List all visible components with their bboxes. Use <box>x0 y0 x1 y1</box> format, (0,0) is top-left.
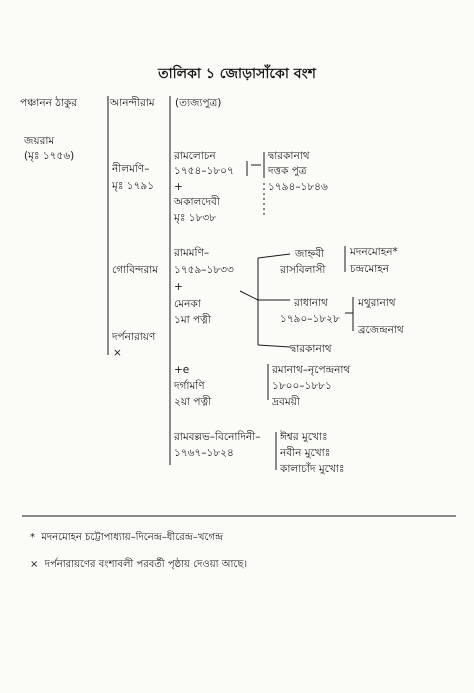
footnote-1-text: মদনমোহন চট্টোপাধ্যায়–দিনেন্দ্র–ধীরেন্দ্র–খগেন্দ্র <box>41 532 224 543</box>
ramlochan-dates: ১৭৫৪–১৮০৭ <box>174 165 234 177</box>
header-anandiram: আনন্দীরাম <box>110 97 155 109</box>
rammani-dates: ১৭৫৯–১৮৩৩ <box>174 264 234 276</box>
darpanarayan-name: দর্পনারায়ণ <box>112 331 156 343</box>
nilmani-name: নীলমণি– <box>112 163 150 175</box>
rammani-wife: মেনকা <box>174 298 201 310</box>
footnote-2-mark: × <box>30 559 39 570</box>
footnote-2-text: দর্পনারায়ণের বংশাবলী পরবর্তী পৃষ্ঠায় দেওয়া আছে। <box>44 559 248 570</box>
dwarkanath-note: দত্তক পুত্র <box>268 165 307 177</box>
second-wife-plus: +e <box>174 364 190 376</box>
ramanath-dates: ১৮০০–১৮৮১ <box>272 380 332 392</box>
rasbilasi-name: রাসবিলাসী <box>280 264 326 276</box>
radhanath-dates: ১৭৯০–১৮২৮ <box>280 313 340 325</box>
jahnavi-name: জাহ্নবী <box>295 248 325 260</box>
kalachand-name: কালাচাঁদ মুখোঃ <box>280 463 345 475</box>
header-panchanan: পঞ্চানন ঠাকুর <box>20 97 77 109</box>
rammani-plus: + <box>174 281 183 293</box>
chandramohan-name: চন্দ্রমোহন <box>350 263 390 275</box>
ramlochan-wife: অকালদেবী <box>174 196 220 208</box>
mathuranath-name: মথুরানাথ <box>358 297 396 309</box>
ramlochan-wife-dates: মৃঃ ১৮৩৮ <box>174 212 217 224</box>
table-title: তালিকা ১ জোড়াসাঁকো বংশ <box>158 66 316 82</box>
rammani-wife-note: ১মা পত্নী <box>174 314 211 326</box>
radhanath-name: রাধানাথ <box>294 297 328 309</box>
ramballabh-dates: ১৭৬৭–১৮২৪ <box>174 447 234 459</box>
footnote-2 <box>30 557 247 574</box>
ramlochan-name: রামলোচন <box>174 150 216 162</box>
gobindaram-name: গোবিন্দরাম <box>112 264 159 276</box>
dwarkanath-dates: ১৭৯৪–১৮৪৬ <box>268 181 328 193</box>
ramlochan-plus: + <box>174 181 183 193</box>
jayaram-dates: (মৃঃ ১৭৫৬) <box>24 150 75 162</box>
madanmohan-name: মদনমোহন* <box>350 246 398 258</box>
rammani-name: রামমণি– <box>174 247 210 259</box>
drabamayi-name: দ্রবময়ী <box>272 396 300 408</box>
jayaram-name: জয়রাম <box>24 135 55 147</box>
dwarkanath-second-name: দ্বারকানাথ <box>290 343 332 355</box>
footnote-1-mark: * <box>30 532 35 543</box>
nabin-name: নবীন মুখোঃ <box>280 447 331 459</box>
nilmani-dates: মৃঃ ১৭৯১ <box>112 180 155 192</box>
darpanarayan-mark: × <box>113 347 122 359</box>
ramballabh-name: রামবল্লভ–বিনোদিনী– <box>174 431 261 443</box>
header-disowned: (ত্যজ্যপুত্র) <box>175 97 222 109</box>
second-wife-note: ২য়া পত্নী <box>174 396 212 408</box>
brajendranath-name: ব্রজেন্দ্রনাথ <box>358 324 404 336</box>
dwarkanath-name: দ্বারকানাথ <box>268 150 310 162</box>
second-wife-name: দর্গামণি <box>174 380 205 392</box>
ishwar-name: ঈশ্বর মুখোঃ <box>280 431 328 443</box>
ramanath-name: রমানাথ–নৃপেন্দ্রনাথ <box>272 364 351 376</box>
footnote-1 <box>30 530 223 547</box>
